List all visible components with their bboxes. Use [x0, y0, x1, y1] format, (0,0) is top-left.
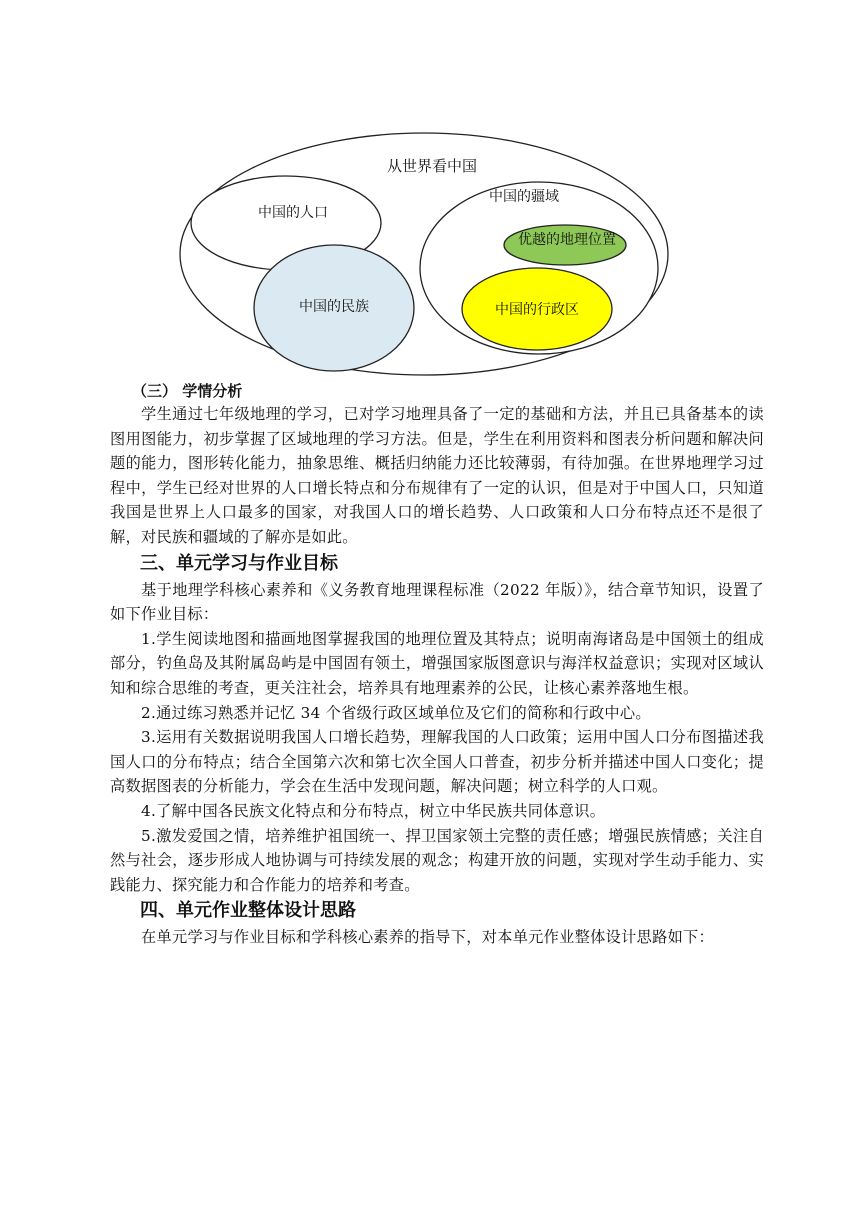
goal-item-3: 3.运用有关数据说明我国人口增长趋势，理解我国的人口政策；运用中国人口分布图描述我国人口的分布特点；结合全国第六次和第七次全国人口普查，初步分析并描述中国人口变化；提高数据图表的分析能力，学会在生活中发现问题，解决问题；树立科学的人口观。 — [110, 728, 764, 796]
document-body — [110, 380, 764, 950]
population-label: 中国的人口 — [258, 205, 328, 221]
concept-diagram — [0, 0, 860, 380]
goals-intro: 基于地理学科核心素养和《义务教育地理课程标准（2022 年版）》，结合章节知识，设置了如下作业目标： — [110, 580, 764, 624]
goal-item-1: 1.学生阅读地图和描画地图掌握我国的地理位置及其特点；说明南海诸岛是中国领土的组成部分，钓鱼岛及其附属岛屿是中国固有领土，增强国家版图意识与海洋权益意识；实现对区域认知和综合思维的考查，更关注社会，培养具有地理素养的公民，让核心素养落地生根。 — [110, 629, 764, 697]
admin-label: 中国的行政区 — [495, 302, 579, 318]
ethnic-label: 中国的民族 — [299, 299, 369, 315]
goal-item-5: 5.激发爱国之情，培养维护祖国统一、捍卫国家领土完整的责任感；增强民族情感；关注自然与社会，逐步形成人地协调与可持续发展的观念；构建开放的问题，实现对学生动手能力、实践能力、探究能力和合作能力的培养和考查。 — [110, 826, 764, 894]
goal-item-2: 2.通过练习熟悉并记忆 34 个省级行政区域单位及它们的简称和行政中心。 — [141, 703, 651, 722]
learning-analysis-paragraph: 学生通过七年级地理的学习，已对学习地理具备了一定的基础和方法，并且已具备基本的读图用图能力，初步掌握了区域地理的学习方法。但是，学生在利用资料和图表分析问题和解决问题的能力，图形转化能力，抽象思维、概括归纳能力还比较薄弱，有待加强。在世界地理学习过程中，学生已经对世界的人口增长特点和分布规律有了一定的认识，但是对于中国人口，只知道我国是世界上人口最多的国家，对我国人口的增长趋势、人口政策和人口分布特点还不是很了解，对民族和疆域的了解亦是如此。 — [110, 405, 764, 546]
learning-analysis-heading: （三） 学情分析 — [132, 382, 243, 400]
design-paragraph: 在单元学习与作业目标和学科核心素养的指导下，对本单元作业整体设计思路如下： — [141, 928, 715, 947]
location-label: 优越的地理位置 — [518, 232, 616, 248]
outer-label: 从世界看中国 — [386, 157, 478, 175]
goal-item-4: 4.了解中国各民族文化特点和分布特点，树立中华民族共同体意识。 — [141, 801, 606, 820]
territory-label: 中国的疆域 — [489, 189, 559, 205]
design-heading: 四、单元作业整体设计思路 — [140, 900, 356, 922]
goals-heading: 三、单元学习与作业目标 — [140, 552, 338, 574]
